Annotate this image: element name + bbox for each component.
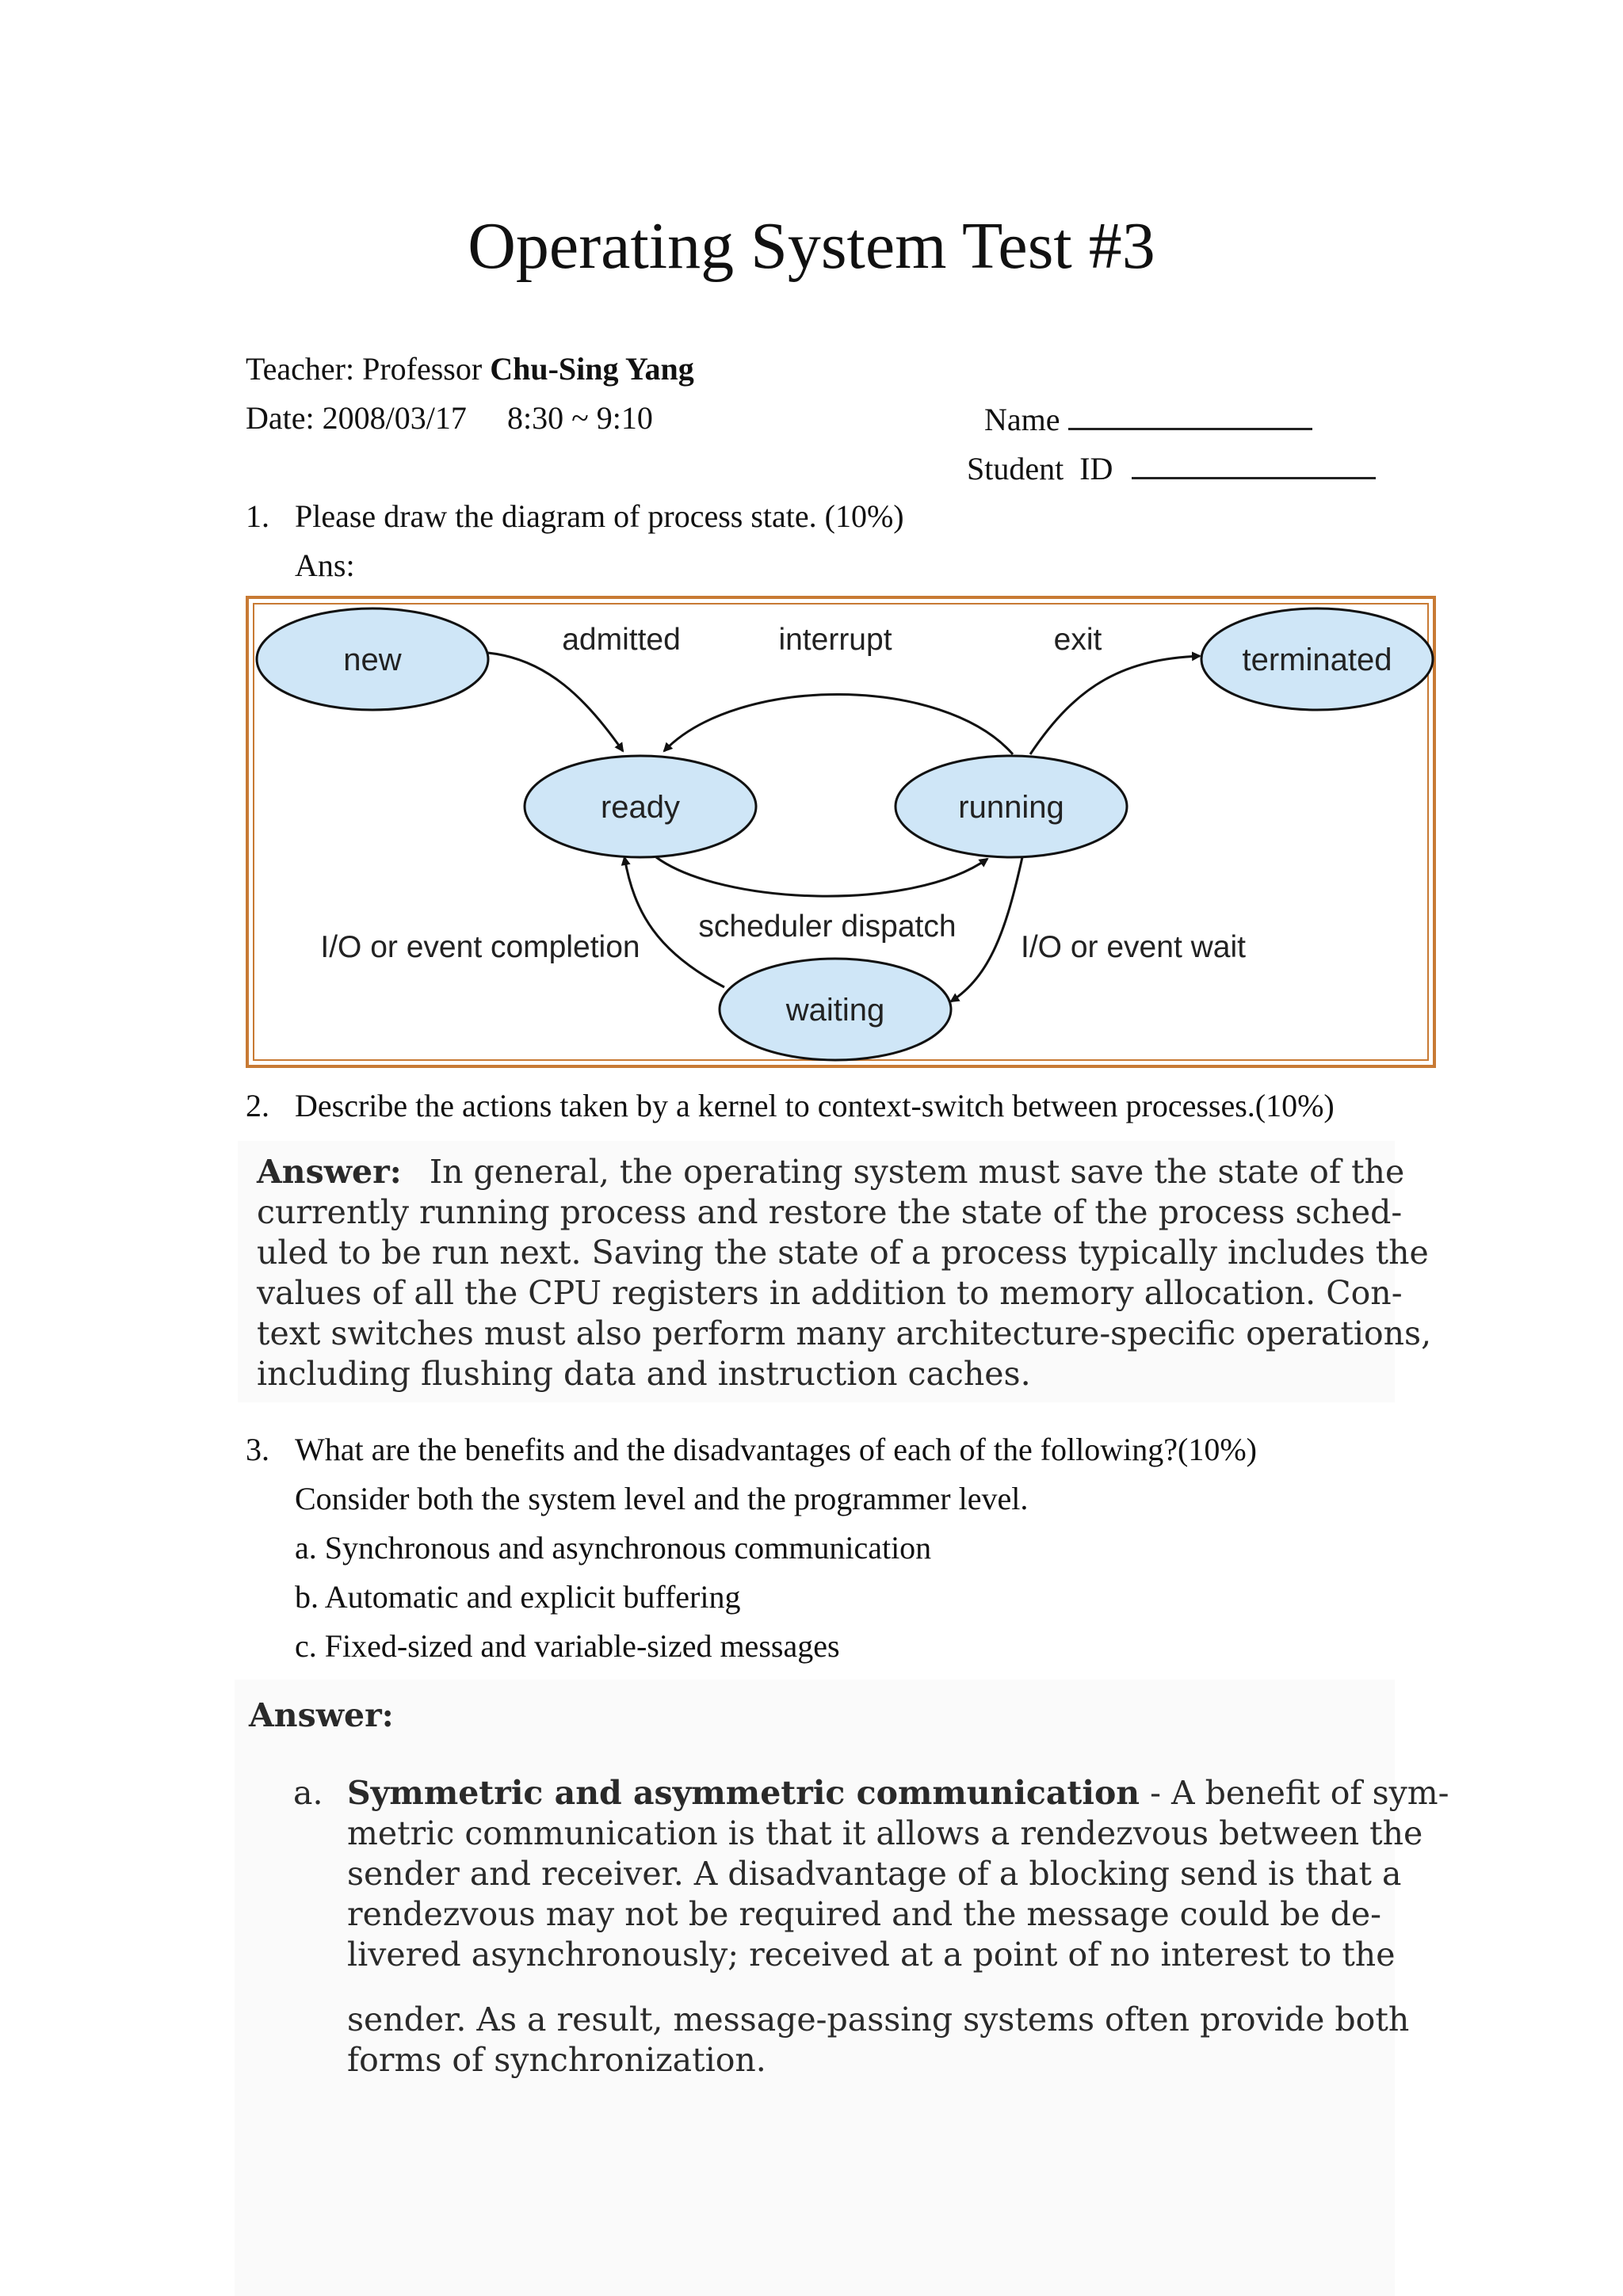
- q3-answer-a-line-7: forms of synchronization.: [347, 2041, 766, 2079]
- name-field: [984, 399, 1312, 439]
- q2-answer-line-3: uled to be run next. Saving the state of a process typically includes the: [257, 1234, 1429, 1272]
- label-terminated: terminated: [1242, 643, 1392, 677]
- arrow-scheduler-dispatch: [656, 857, 987, 896]
- process-state-diagram: [246, 596, 1436, 1068]
- date-label: Date: 2008/03/17: [246, 400, 467, 436]
- q2-answer-label: Answer:: [257, 1153, 402, 1191]
- name-blank: [1068, 399, 1312, 430]
- teacher-line: [246, 350, 694, 388]
- teacher-prefix: Teacher: Professor: [246, 351, 491, 387]
- label-interrupt: interrupt: [778, 623, 892, 657]
- q2-answer-line-5: text switches must also perform many architecture-specific operations,: [257, 1314, 1432, 1352]
- q3-answer-a-line-6: sender. As a result, message-passing systems often provide both: [347, 2000, 1410, 2039]
- q3-answer-a-line-1: [347, 1773, 1449, 1814]
- q3-subtext: Consider both the system level and the programmer level.: [295, 1481, 1029, 1516]
- q2-number: 2.: [246, 1088, 269, 1123]
- q3-number: 3.: [246, 1432, 269, 1467]
- q1-ans-label: Ans:: [295, 547, 355, 583]
- q3-answer-a-text-1: - A benefit of sym-: [1140, 1774, 1449, 1812]
- student-id-label: Student ID: [967, 451, 1113, 486]
- q3-item-a: a. Synchronous and asynchronous communication: [295, 1530, 932, 1566]
- q2-answer-line-6: including flushing data and instruction caches.: [257, 1355, 1031, 1393]
- q2-answer-line-1: [257, 1152, 1404, 1192]
- q3-answer-a-line-5: livered asynchronously; received at a point of no interest to the: [347, 1936, 1396, 1974]
- q3-item-b: b. Automatic and explicit buffering: [295, 1579, 741, 1615]
- label-ready: ready: [600, 790, 681, 825]
- page-title: Operating System Test #3: [468, 209, 1155, 283]
- teacher-name: Chu-Sing Yang: [490, 351, 694, 387]
- label-scheduler-dispatch: scheduler dispatch: [698, 910, 957, 944]
- label-admitted: admitted: [562, 623, 681, 657]
- label-waiting: waiting: [785, 993, 885, 1028]
- label-io-completion: I/O or event completion: [320, 930, 640, 964]
- q3-item-c: c. Fixed-sized and variable-sized messages: [295, 1628, 840, 1664]
- q1-number: 1.: [246, 498, 269, 534]
- student-id-field: [967, 448, 1376, 488]
- q2-answer-block: [238, 1141, 1432, 1402]
- q3-answer-a-heading: Symmetric and asymmetric communication: [347, 1774, 1140, 1812]
- arrow-io-wait: [951, 857, 1022, 1001]
- q2-answer-line-2: currently running process and restore the state of the process sched-: [257, 1193, 1403, 1231]
- name-label: Name: [984, 402, 1060, 437]
- q1-text: Please draw the diagram of process state. (10%): [295, 498, 904, 534]
- q3-answer-block: [235, 1680, 1449, 2296]
- arrow-exit: [1030, 656, 1200, 754]
- label-exit: exit: [1053, 623, 1102, 657]
- arrow-admitted: [488, 653, 623, 751]
- q3-answer-a-marker: a.: [293, 1774, 323, 1812]
- q3-answer-label: Answer:: [249, 1696, 394, 1734]
- q3-answer-a-line-2: metric communication is that it allows a rendezvous between the: [347, 1814, 1423, 1852]
- q3-answer-a-line-4: rendezvous may not be required and the message could be de-: [347, 1895, 1381, 1933]
- q3-text: What are the benefits and the disadvantages of each of the following?(10%): [295, 1432, 1257, 1467]
- q2-text: Describe the actions taken by a kernel to context-switch between processes.(10%): [295, 1088, 1335, 1123]
- label-new: new: [343, 643, 402, 677]
- q3-answer-a-line-3: sender and receiver. A disadvantage of a blocking send is that a: [347, 1855, 1402, 1893]
- label-running: running: [958, 790, 1064, 825]
- arrow-interrupt: [664, 694, 1013, 754]
- student-id-blank: [1132, 448, 1376, 479]
- label-io-wait: I/O or event wait: [1021, 930, 1246, 964]
- q2-answer-line-4: values of all the CPU registers in addition to memory allocation. Con-: [257, 1274, 1403, 1312]
- q2-answer-text-1: In general, the operating system must save the state of the: [429, 1153, 1405, 1191]
- time-label: 8:30 ~ 9:10: [507, 400, 653, 436]
